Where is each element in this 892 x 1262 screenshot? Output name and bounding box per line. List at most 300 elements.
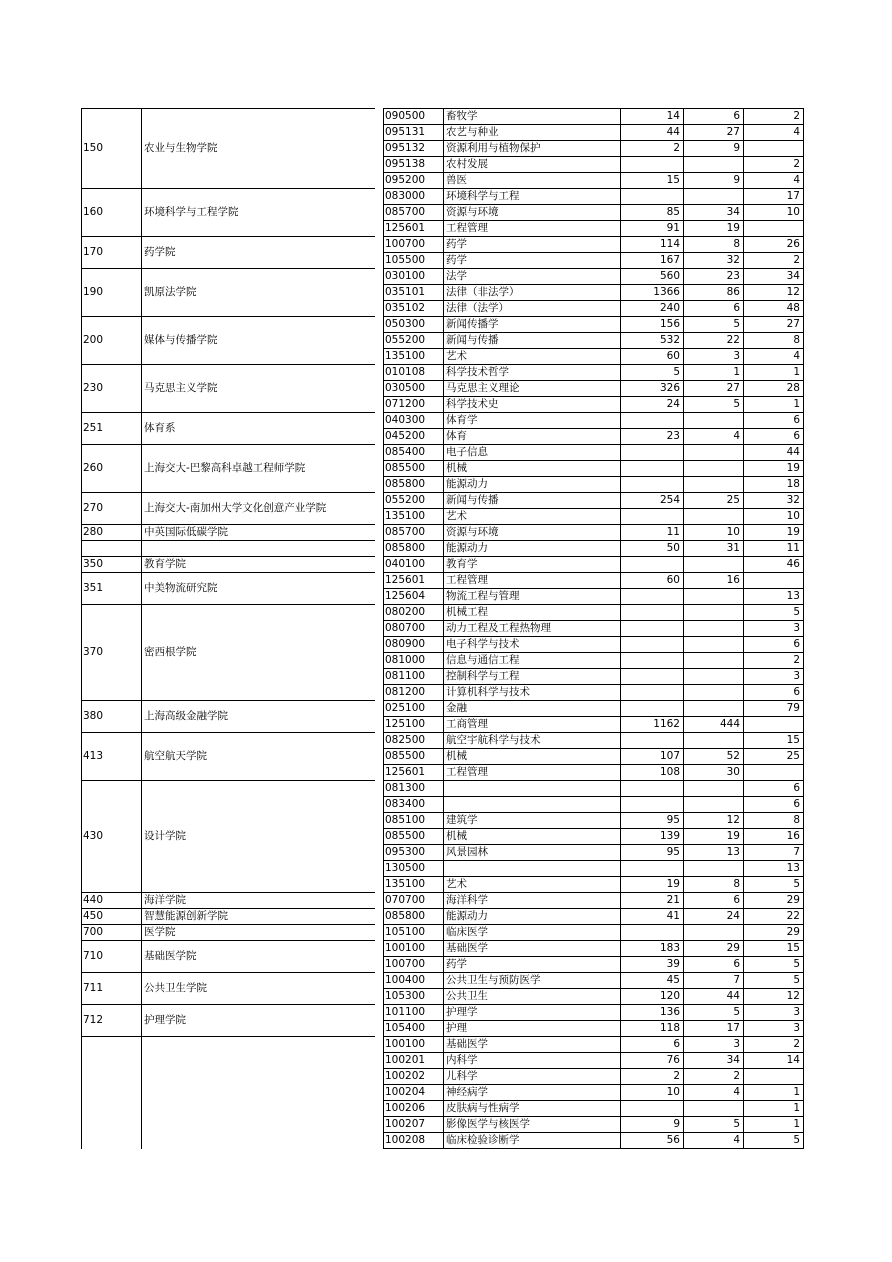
row-border (383, 972, 803, 973)
dept-name: 基础医学院 (144, 950, 197, 962)
major-name: 金融 (446, 702, 467, 714)
major-code: 125601 (385, 574, 426, 586)
value-cell-2: 25 (726, 494, 740, 506)
dept-code: 711 (83, 982, 104, 994)
dept-code: 230 (83, 382, 104, 394)
value-cell-3: 6 (793, 414, 800, 426)
row-border (383, 460, 803, 461)
major-name: 公共卫生与预防医学 (446, 974, 541, 986)
value-cell-3: 16 (786, 830, 800, 842)
value-cell-2: 2 (733, 1070, 740, 1082)
value-cell-1: 118 (659, 1022, 680, 1034)
major-name: 教育学 (446, 558, 478, 570)
value-cell-3: 14 (786, 1054, 800, 1066)
value-cell-1: 85 (666, 206, 680, 218)
dept-code: 270 (83, 502, 104, 514)
value-cell-3: 2 (793, 654, 800, 666)
value-cell-2: 6 (733, 110, 740, 122)
row-border (383, 780, 803, 781)
dept-name: 设计学院 (144, 830, 186, 842)
major-name: 马克思主义理论 (446, 382, 520, 394)
value-cell-3: 1 (793, 1102, 800, 1114)
value-cell-2: 31 (726, 542, 740, 554)
value-cell-3: 12 (786, 990, 800, 1002)
major-code: 085500 (385, 462, 426, 474)
value-cell-2: 9 (733, 174, 740, 186)
row-border (383, 332, 803, 333)
dept-code: 200 (83, 334, 104, 346)
value-cell-2: 12 (726, 814, 740, 826)
row-border (383, 556, 803, 557)
row-border (383, 108, 803, 109)
major-code: 082500 (385, 734, 426, 746)
major-code: 035101 (385, 286, 426, 298)
dept-border (81, 892, 375, 893)
major-name: 新闻与传播 (446, 334, 499, 346)
value-cell-3: 6 (793, 430, 800, 442)
major-code: 080200 (385, 606, 426, 618)
value-cell-3: 6 (793, 782, 800, 794)
value-cell-3: 4 (793, 350, 800, 362)
value-cell-3: 5 (793, 958, 800, 970)
dept-border (81, 492, 375, 493)
row-border (383, 524, 803, 525)
major-name: 能源动力 (446, 542, 488, 554)
value-cell-1: 107 (659, 750, 680, 762)
column-line (743, 108, 744, 1149)
dept-name: 教育学院 (144, 558, 186, 570)
dept-code: 190 (83, 286, 104, 298)
value-cell-2: 19 (726, 830, 740, 842)
value-cell-2: 13 (726, 846, 740, 858)
major-name: 艺术 (446, 350, 467, 362)
major-name: 工程管理 (446, 222, 488, 234)
row-border (383, 860, 803, 861)
major-name: 体育 (446, 430, 467, 442)
value-cell-2: 86 (726, 286, 740, 298)
value-cell-2: 3 (733, 1038, 740, 1050)
value-cell-2: 10 (726, 526, 740, 538)
row-border (383, 428, 803, 429)
major-name: 影像医学与核医学 (446, 1118, 530, 1130)
dept-border (81, 972, 375, 973)
value-cell-1: 108 (659, 766, 680, 778)
row-border (383, 876, 803, 877)
value-cell-1: 167 (659, 254, 680, 266)
major-name: 新闻与传播 (446, 494, 499, 506)
major-name: 计算机科学与技术 (446, 686, 530, 698)
row-border (383, 604, 803, 605)
value-cell-3: 2 (793, 254, 800, 266)
major-code: 055200 (385, 494, 426, 506)
row-border (383, 252, 803, 253)
major-name: 海洋科学 (446, 894, 488, 906)
major-name: 工程管理 (446, 766, 488, 778)
major-code: 081100 (385, 670, 426, 682)
value-cell-2: 5 (733, 318, 740, 330)
row-border (383, 748, 803, 749)
value-cell-1: 39 (666, 958, 680, 970)
major-name: 机械 (446, 750, 467, 762)
value-cell-3: 22 (786, 910, 800, 922)
dept-code: 440 (83, 894, 104, 906)
value-cell-3: 11 (786, 542, 800, 554)
table-bottom-border (383, 1148, 803, 1149)
value-cell-1: 156 (659, 318, 680, 330)
dept-name: 智慧能源创新学院 (144, 910, 228, 922)
major-code: 135100 (385, 878, 426, 890)
row-border (383, 700, 803, 701)
value-cell-2: 16 (726, 574, 740, 586)
row-border (383, 1116, 803, 1117)
major-name: 艺术 (446, 878, 467, 890)
dept-name: 护理学院 (144, 1014, 186, 1026)
major-code: 085500 (385, 750, 426, 762)
row-border (383, 412, 803, 413)
row-border (383, 1084, 803, 1085)
value-cell-3: 19 (786, 526, 800, 538)
value-cell-3: 17 (786, 190, 800, 202)
major-code: 085800 (385, 542, 426, 554)
major-name: 风景园林 (446, 846, 488, 858)
row-border (383, 652, 803, 653)
major-name: 机械 (446, 462, 467, 474)
column-line (620, 108, 621, 1149)
major-code: 135100 (385, 350, 426, 362)
value-cell-3: 10 (786, 206, 800, 218)
row-border (383, 156, 803, 157)
value-cell-3: 48 (786, 302, 800, 314)
major-code: 050300 (385, 318, 426, 330)
column-line (141, 108, 142, 1149)
value-cell-1: 560 (659, 270, 680, 282)
value-cell-3: 6 (793, 798, 800, 810)
value-cell-2: 4 (733, 1134, 740, 1146)
row-border (383, 540, 803, 541)
major-name: 法学 (446, 270, 467, 282)
value-cell-3: 5 (793, 606, 800, 618)
major-name: 能源动力 (446, 478, 488, 490)
value-cell-1: 1366 (653, 286, 680, 298)
value-cell-3: 3 (793, 1022, 800, 1034)
major-code: 085100 (385, 814, 426, 826)
value-cell-1: 120 (659, 990, 680, 1002)
row-border (383, 172, 803, 173)
row-border (383, 1036, 803, 1037)
value-cell-3: 6 (793, 638, 800, 650)
major-name: 体育学 (446, 414, 478, 426)
row-border (383, 572, 803, 573)
value-cell-2: 30 (726, 766, 740, 778)
value-cell-1: 19 (666, 878, 680, 890)
dept-border (81, 236, 375, 237)
major-code: 080900 (385, 638, 426, 650)
major-code: 105300 (385, 990, 426, 1002)
column-line (443, 108, 444, 1149)
row-border (383, 908, 803, 909)
major-name: 公共卫生 (446, 990, 488, 1002)
major-name: 机械工程 (446, 606, 488, 618)
value-cell-1: 60 (666, 574, 680, 586)
value-cell-2: 17 (726, 1022, 740, 1034)
row-border (383, 1132, 803, 1133)
value-cell-2: 27 (726, 126, 740, 138)
dept-border (81, 1036, 375, 1037)
major-code: 100206 (385, 1102, 426, 1114)
value-cell-1: 1162 (653, 718, 680, 730)
value-cell-3: 4 (793, 126, 800, 138)
value-cell-1: 15 (666, 174, 680, 186)
major-code: 090500 (385, 110, 426, 122)
value-cell-3: 8 (793, 334, 800, 346)
major-code: 100400 (385, 974, 426, 986)
dept-code: 430 (83, 830, 104, 842)
major-name: 科学技术史 (446, 398, 499, 410)
row-border (383, 924, 803, 925)
major-code: 080700 (385, 622, 426, 634)
value-cell-3: 46 (786, 558, 800, 570)
major-name: 农村发展 (446, 158, 488, 170)
dept-name: 环境科学与工程学院 (144, 206, 239, 218)
major-code: 055200 (385, 334, 426, 346)
column-line (803, 108, 804, 1149)
major-code: 105500 (385, 254, 426, 266)
dept-code: 251 (83, 422, 104, 434)
major-code: 125100 (385, 718, 426, 730)
value-cell-3: 3 (793, 1006, 800, 1018)
major-code: 125604 (385, 590, 426, 602)
major-code: 085800 (385, 478, 426, 490)
value-cell-2: 6 (733, 894, 740, 906)
dept-name: 海洋学院 (144, 894, 186, 906)
value-cell-3: 32 (786, 494, 800, 506)
major-name: 皮肤病与性病学 (446, 1102, 520, 1114)
value-cell-1: 95 (666, 846, 680, 858)
major-code: 100100 (385, 1038, 426, 1050)
major-code: 095200 (385, 174, 426, 186)
dept-code: 450 (83, 910, 104, 922)
dept-border (81, 444, 375, 445)
value-cell-2: 5 (733, 1006, 740, 1018)
dept-name: 农业与生物学院 (144, 142, 218, 154)
major-name: 艺术 (446, 510, 467, 522)
dept-name: 药学院 (144, 246, 176, 258)
value-cell-3: 34 (786, 270, 800, 282)
value-cell-1: 532 (659, 334, 680, 346)
major-code: 100201 (385, 1054, 426, 1066)
value-cell-3: 79 (786, 702, 800, 714)
row-border (383, 764, 803, 765)
major-name: 建筑学 (446, 814, 478, 826)
major-code: 085400 (385, 446, 426, 458)
value-cell-3: 3 (793, 622, 800, 634)
major-name: 控制科学与工程 (446, 670, 520, 682)
value-cell-3: 12 (786, 286, 800, 298)
value-cell-1: 9 (673, 1118, 680, 1130)
value-cell-3: 44 (786, 446, 800, 458)
major-name: 资源与环境 (446, 526, 499, 538)
dept-code: 150 (83, 142, 104, 154)
dept-code: 351 (83, 582, 104, 594)
dept-name: 上海高级金融学院 (144, 710, 228, 722)
value-cell-3: 1 (793, 398, 800, 410)
row-border (383, 1068, 803, 1069)
dept-code: 712 (83, 1014, 104, 1026)
value-cell-3: 5 (793, 1134, 800, 1146)
dept-border (81, 364, 375, 365)
dept-border (81, 1004, 375, 1005)
row-border (383, 396, 803, 397)
major-code: 071200 (385, 398, 426, 410)
major-code: 100700 (385, 238, 426, 250)
dept-border (81, 268, 375, 269)
major-code: 101100 (385, 1006, 426, 1018)
value-cell-3: 13 (786, 590, 800, 602)
major-name: 动力工程及工程热物理 (446, 622, 551, 634)
major-code: 081000 (385, 654, 426, 666)
value-cell-1: 23 (666, 430, 680, 442)
value-cell-3: 6 (793, 686, 800, 698)
major-name: 能源动力 (446, 910, 488, 922)
dept-name: 凯原法学院 (144, 286, 197, 298)
row-border (383, 1100, 803, 1101)
major-code: 083400 (385, 798, 426, 810)
value-cell-2: 27 (726, 382, 740, 394)
major-code: 070700 (385, 894, 426, 906)
row-border (383, 364, 803, 365)
major-name: 畜牧学 (446, 110, 478, 122)
column-line (683, 108, 684, 1149)
major-name: 物流工程与管理 (446, 590, 520, 602)
major-code: 100204 (385, 1086, 426, 1098)
major-code: 100700 (385, 958, 426, 970)
row-border (383, 588, 803, 589)
dept-name: 上海交大-南加州大学文化创意产业学院 (144, 502, 327, 514)
major-name: 科学技术哲学 (446, 366, 509, 378)
row-border (383, 844, 803, 845)
dept-border (81, 732, 375, 733)
major-code: 095300 (385, 846, 426, 858)
major-code: 100202 (385, 1070, 426, 1082)
row-border (383, 668, 803, 669)
value-cell-3: 29 (786, 926, 800, 938)
value-cell-3: 15 (786, 734, 800, 746)
value-cell-1: 326 (659, 382, 680, 394)
dept-name: 中美物流研究院 (144, 582, 218, 594)
major-name: 电子科学与技术 (446, 638, 520, 650)
value-cell-3: 28 (786, 382, 800, 394)
value-cell-1: 14 (666, 110, 680, 122)
value-cell-1: 95 (666, 814, 680, 826)
row-border (383, 348, 803, 349)
value-cell-3: 19 (786, 462, 800, 474)
value-cell-3: 27 (786, 318, 800, 330)
value-cell-1: 76 (666, 1054, 680, 1066)
value-cell-2: 9 (733, 142, 740, 154)
value-cell-2: 29 (726, 942, 740, 954)
value-cell-3: 2 (793, 158, 800, 170)
major-name: 兽医 (446, 174, 467, 186)
major-name: 资源与环境 (446, 206, 499, 218)
dept-border (81, 940, 375, 941)
major-name: 护理 (446, 1022, 467, 1034)
dept-border (81, 604, 375, 605)
major-code: 040100 (385, 558, 426, 570)
value-cell-3: 13 (786, 862, 800, 874)
row-border (383, 188, 803, 189)
value-cell-2: 3 (733, 350, 740, 362)
value-cell-1: 41 (666, 910, 680, 922)
major-code: 025100 (385, 702, 426, 714)
dept-code: 700 (83, 926, 104, 938)
value-cell-1: 10 (666, 1086, 680, 1098)
major-code: 095132 (385, 142, 426, 154)
value-cell-3: 1 (793, 1086, 800, 1098)
row-border (383, 940, 803, 941)
major-name: 临床医学 (446, 926, 488, 938)
major-code: 010108 (385, 366, 426, 378)
row-border (383, 956, 803, 957)
dept-border (81, 572, 375, 573)
value-cell-3: 2 (793, 1038, 800, 1050)
dept-border (81, 540, 375, 541)
value-cell-2: 7 (733, 974, 740, 986)
row-border (383, 316, 803, 317)
major-name: 药学 (446, 238, 467, 250)
major-code: 081200 (385, 686, 426, 698)
major-code: 085700 (385, 526, 426, 538)
row-border (383, 492, 803, 493)
major-code: 085800 (385, 910, 426, 922)
value-cell-1: 254 (659, 494, 680, 506)
value-cell-2: 34 (726, 206, 740, 218)
dept-code: 170 (83, 246, 104, 258)
major-code: 095138 (385, 158, 426, 170)
row-border (383, 380, 803, 381)
row-border (383, 812, 803, 813)
major-code: 130500 (385, 862, 426, 874)
value-cell-1: 60 (666, 350, 680, 362)
major-code: 081300 (385, 782, 426, 794)
dept-name: 体育系 (144, 422, 176, 434)
row-border (383, 1004, 803, 1005)
row-border (383, 1020, 803, 1021)
value-cell-2: 6 (733, 958, 740, 970)
dept-name: 公共卫生学院 (144, 982, 207, 994)
value-cell-3: 3 (793, 670, 800, 682)
major-code: 125601 (385, 766, 426, 778)
value-cell-2: 23 (726, 270, 740, 282)
row-border (383, 284, 803, 285)
major-name: 农艺与种业 (446, 126, 499, 138)
row-border (383, 1052, 803, 1053)
value-cell-2: 5 (733, 1118, 740, 1130)
row-border (383, 236, 803, 237)
dept-border (81, 316, 375, 317)
value-cell-2: 4 (733, 1086, 740, 1098)
major-code: 095131 (385, 126, 426, 138)
value-cell-2: 52 (726, 750, 740, 762)
value-cell-2: 444 (719, 718, 740, 730)
value-cell-1: 6 (673, 1038, 680, 1050)
major-name: 药学 (446, 254, 467, 266)
value-cell-2: 44 (726, 990, 740, 1002)
value-cell-3: 5 (793, 974, 800, 986)
dept-border (81, 908, 375, 909)
dept-name: 马克思主义学院 (144, 382, 218, 394)
dept-code: 260 (83, 462, 104, 474)
value-cell-3: 15 (786, 942, 800, 954)
